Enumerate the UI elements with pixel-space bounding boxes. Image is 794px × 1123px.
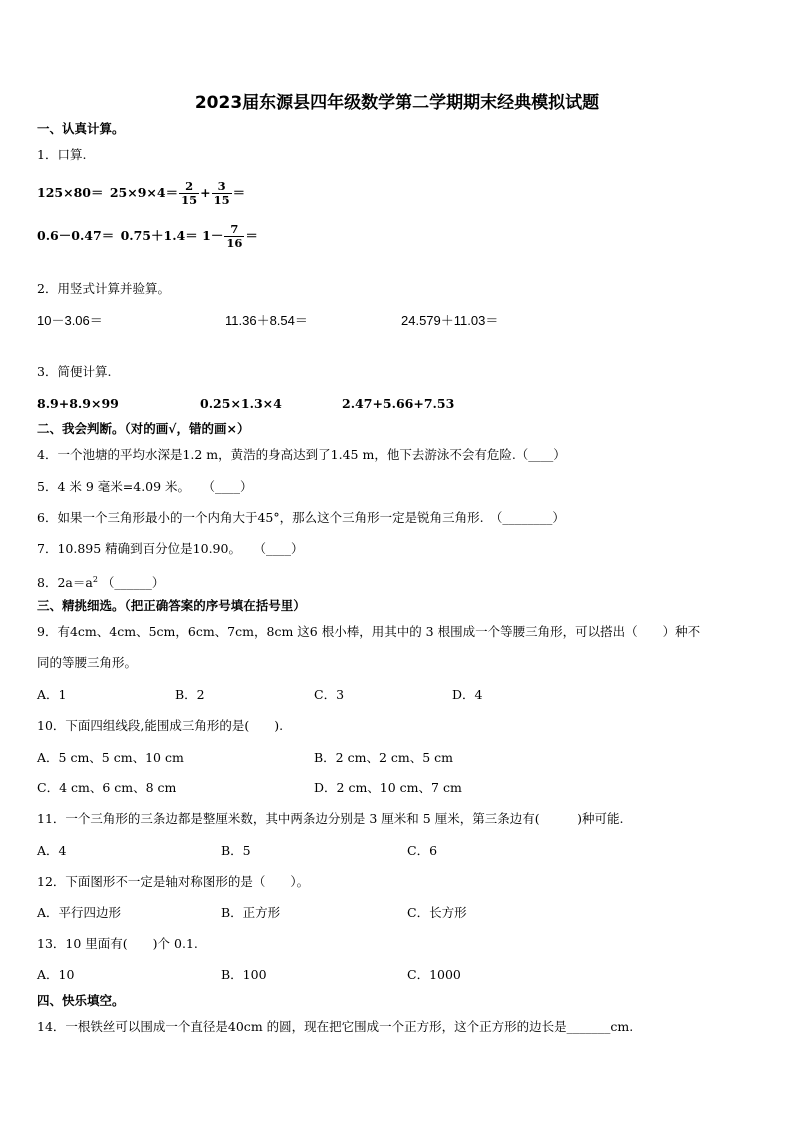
q6-text: 6．如果一个三角形最小的一个内角大于45°，那么这个三角形一定是锐角三角形. （________）	[37, 510, 565, 525]
q1-row2	[37, 223, 258, 250]
q12-option-a: A．平行四边形	[37, 905, 122, 920]
q2-item-1: 10－3.06＝	[37, 313, 103, 328]
q10-option-c: C．4 cm、6 cm、8 cm	[37, 780, 177, 795]
q1-r2-one: 1－	[202, 228, 224, 243]
q1-r1-b: 25×9×4＝	[109, 185, 179, 200]
q13-option-c: C．1000	[407, 967, 461, 982]
q12-option-b: B．正方形	[221, 905, 281, 920]
q2-label: 2．用竖式计算并验算。	[37, 281, 170, 296]
q9-option-d: D．4	[452, 687, 483, 702]
q3-label: 3．简便计算.	[37, 364, 112, 379]
q1-plus: +	[200, 185, 211, 200]
q9-option-b: B．2	[175, 687, 205, 702]
q1-r2-b: 0.75＋1.4＝	[120, 228, 198, 243]
q1-fraction-2-15: $\frac{2}{15}$	[181, 179, 198, 207]
q12-text: 12．下面图形不一定是轴对称图形的是（ ）。	[37, 874, 310, 889]
q8	[37, 572, 164, 591]
q13-option-b: B．100	[221, 967, 267, 982]
q11-option-b: B．5	[221, 843, 251, 858]
q9-option-a: A．1	[37, 687, 67, 702]
q9-line-2: 同的等腰三角形。	[37, 655, 138, 670]
q1-row1	[37, 180, 245, 207]
q11-option-c: C．6	[407, 843, 438, 858]
q13-text: 13．10 里面有( )个 0.1.	[37, 936, 198, 951]
q1-r2-a: 0.6－0.47＝	[37, 228, 115, 243]
q2-item-2: 11.36＋8.54＝	[225, 313, 308, 328]
q7-text: 7．10.895 精确到百分位是10.90。 （____）	[37, 541, 304, 556]
q1-r1-eq: ＝	[232, 185, 246, 200]
q10-text: 10．下面四组线段,能围成三角形的是( ).	[37, 718, 284, 733]
q11-option-a: A．4	[37, 843, 67, 858]
q14-text: 14．一根铁丝可以围成一个直径是40cm 的圆，现在把它围成一个正方形，这个正方形的边长是_______cm.	[37, 1019, 634, 1034]
q5-text: 5．4 米 9 毫米=4.09 米。 （____）	[37, 479, 253, 494]
q8-superscript: 2	[92, 575, 98, 584]
q3-item-3: 2.47+5.66+7.53	[342, 396, 455, 411]
q10-option-d: D．2 cm、10 cm、7 cm	[314, 780, 462, 795]
section-4-heading: 四、快乐填空。	[37, 993, 125, 1008]
q9-line-1: 9．有4cm、4cm、5cm，6cm、7cm，8cm 这6 根小棒，用其中的 3 根围成一个等腰三角形，可以搭出（ ）种不	[37, 624, 701, 639]
q1-r2-eq: ＝	[245, 228, 258, 243]
q1-fraction-3-15: $\frac{3}{15}$	[213, 179, 230, 207]
q11-text: 11．一个三角形的三条边都是整厘米数，其中两条边分别是 3 厘米和 5 厘米，第三条边有( )种可能.	[37, 811, 624, 826]
q3-item-1: 8.9+8.9×99	[37, 396, 119, 411]
page-title: 2023届东源县四年级数学第二学期期末经典模拟试题	[194, 93, 600, 113]
q1-r1-a: 125×80＝	[37, 185, 104, 200]
q4-text: 4．一个池塘的平均水深是1.2 m，黄浩的身高达到了1.45 m，他下去游泳不会有危险.（____）	[37, 447, 566, 462]
q10-option-a: A．5 cm、5 cm、10 cm	[37, 750, 184, 765]
q8-text: 8．2a＝a	[37, 575, 93, 591]
q10-option-b: B．2 cm、2 cm、5 cm	[314, 750, 454, 765]
q3-item-2: 0.25×1.3×4	[200, 396, 282, 411]
section-3-heading: 三、精挑细选。（把正确答案的序号填在括号里）	[37, 598, 306, 613]
q2-item-3: 24.579＋11.03＝	[401, 313, 499, 328]
section-1-heading: 一、认真计算。	[37, 121, 125, 136]
q8-blank: （______）	[101, 575, 165, 591]
q9-option-c: C．3	[314, 687, 345, 702]
section-2-heading: 二、我会判断。（对的画√，错的画×）	[37, 421, 250, 436]
q1-label: 1．口算.	[37, 147, 87, 162]
q1-fraction-7-16: $\frac{7}{16}$	[226, 222, 243, 250]
q13-option-a: A．10	[37, 967, 75, 982]
q12-option-c: C．长方形	[407, 905, 467, 920]
